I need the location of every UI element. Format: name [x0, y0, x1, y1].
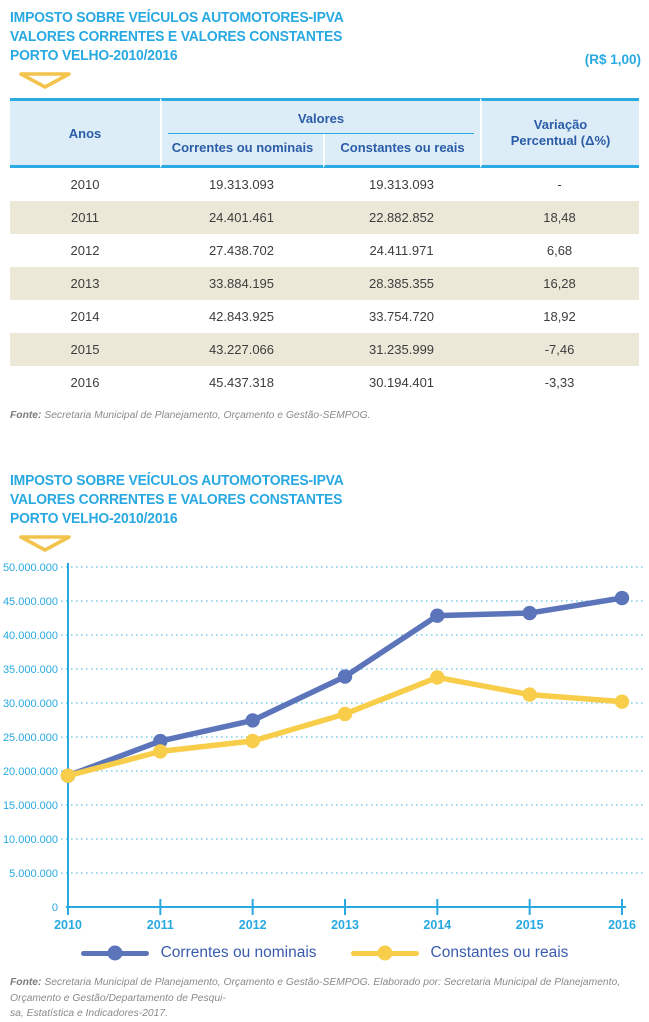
table-title-line-3: PORTO VELHO-2010/2016	[10, 48, 178, 64]
cell-correntes: 45.437.318	[208, 375, 275, 390]
ipva-values-table	[10, 98, 639, 399]
section-marker-triangle-icon	[18, 534, 639, 554]
cell-variacao: 18,48	[480, 201, 639, 234]
table-title-line-1: IMPOSTO SOBRE VEÍCULOS AUTOMOTORES-IPVA	[10, 10, 344, 26]
svg-text:2010: 2010	[54, 918, 82, 933]
cell-variacao: -	[557, 177, 562, 192]
table-title-line-2: VALORES CORRENTES E VALORES CONSTANTES	[10, 29, 343, 45]
data-point	[430, 609, 444, 623]
data-point	[245, 714, 259, 728]
cell-correntes: 27.438.702	[208, 243, 275, 258]
table-row	[10, 168, 639, 201]
source-label: Fonte:	[10, 410, 42, 421]
data-point	[522, 688, 536, 702]
table-row	[10, 234, 639, 267]
svg-text:35.000.000: 35.000.000	[2, 664, 58, 677]
cell-ano: 2014	[70, 309, 100, 324]
data-point	[522, 606, 536, 620]
svg-text:25.000.000: 25.000.000	[2, 732, 58, 745]
svg-text:30.000.000: 30.000.000	[2, 698, 58, 711]
cell-correntes: 24.401.461	[160, 201, 323, 234]
series-constantes	[61, 671, 629, 784]
cell-constantes: 31.235.999	[323, 333, 480, 366]
table-header	[10, 98, 639, 168]
x-axis-labels	[54, 918, 636, 932]
cell-constantes: 22.882.852	[323, 201, 480, 234]
data-point	[615, 695, 629, 709]
data-point	[61, 769, 75, 783]
cell-variacao: -7,46	[480, 333, 639, 366]
data-point	[430, 671, 444, 685]
table-row	[10, 201, 639, 234]
data-point	[245, 734, 259, 748]
gridlines	[61, 567, 646, 873]
table-row	[10, 333, 639, 366]
chart-section-header	[0, 463, 649, 554]
section-marker-triangle-icon	[18, 71, 639, 91]
svg-text:40.000.000: 40.000.000	[2, 630, 58, 643]
col-header-correntes: Correntes ou nominais	[160, 134, 323, 168]
cell-correntes: 33.884.195	[160, 267, 323, 300]
cell-variacao: -3,33	[544, 375, 575, 390]
cell-constantes: 33.754.720	[368, 309, 435, 324]
legend-line-marker-icon	[81, 951, 149, 956]
data-point	[338, 707, 352, 721]
cell-ano: 2016	[70, 375, 100, 390]
cell-correntes: 43.227.066	[160, 333, 323, 366]
svg-text:5.000.000: 5.000.000	[9, 868, 58, 881]
chart-title-line-2: VALORES CORRENTES E VALORES CONSTANTES	[10, 492, 343, 509]
cell-variacao: 16,28	[480, 267, 639, 300]
chart-title-line-1: IMPOSTO SOBRE VEÍCULOS AUTOMOTORES-IPVA	[10, 473, 344, 490]
col-header-valores-group: Valores	[160, 98, 480, 134]
legend-dot-icon	[107, 946, 122, 961]
data-point	[338, 670, 352, 684]
svg-text:10.000.000: 10.000.000	[2, 834, 58, 847]
chart-source-note: Fonte: Secretaria Municipal de Planejamento, Orçamento e Gestão-SEMPOG. Elaborado por: Secretaria Municipal de Planejamento, Orçamento e Gestão/Departamento de Pesqui- sa, Estatística e Indicadores-2017.	[10, 977, 621, 1020]
chart-title-line-3: PORTO VELHO-2010/2016	[10, 511, 178, 528]
svg-text:2011: 2011	[146, 918, 174, 933]
table-row	[10, 267, 639, 300]
chart-legend	[0, 940, 649, 966]
triangle-down-icon	[18, 71, 72, 90]
svg-text:20.000.000: 20.000.000	[2, 766, 58, 779]
source-label: Fonte:	[10, 977, 42, 989]
table-section-header	[0, 0, 649, 91]
col-header-variacao: Variação Percentual (Δ%)	[480, 98, 639, 168]
svg-text:0: 0	[51, 902, 58, 915]
table-body	[10, 168, 639, 399]
cell-ano: 2012	[70, 243, 100, 258]
axes	[66, 563, 626, 907]
cell-constantes: 24.411.971	[369, 243, 434, 258]
cell-ano: 2013	[10, 267, 160, 300]
cell-correntes: 42.843.925	[208, 309, 275, 324]
data-point	[615, 591, 629, 605]
cell-ano: 2015	[10, 333, 160, 366]
legend-label: Constantes ou reais	[430, 944, 569, 962]
cell-variacao: 6,68	[546, 243, 573, 258]
svg-text:2015: 2015	[515, 918, 544, 933]
table-row	[10, 300, 639, 333]
cell-correntes: 19.313.093	[208, 177, 275, 192]
legend-item	[351, 944, 569, 962]
svg-text:15.000.000: 15.000.000	[2, 800, 58, 813]
currency-unit-label: (R$ 1,00)	[584, 52, 641, 67]
legend-label: Correntes ou nominais	[160, 944, 317, 962]
data-point	[153, 745, 167, 759]
cell-variacao: 18,92	[543, 309, 576, 324]
col-header-anos: Anos	[10, 98, 160, 168]
y-axis-labels	[3, 562, 58, 914]
svg-text:45.000.000: 45.000.000	[2, 596, 58, 609]
cell-ano: 2010	[70, 177, 100, 192]
cell-ano: 2011	[10, 201, 160, 234]
cell-constantes: 28.385.355	[323, 267, 480, 300]
table-row	[10, 366, 639, 399]
legend-item	[81, 944, 317, 962]
svg-text:2014: 2014	[423, 918, 452, 933]
svg-text:2016: 2016	[608, 918, 636, 933]
svg-text:2013: 2013	[331, 918, 359, 933]
legend-dot-icon	[377, 946, 392, 961]
legend-line-marker-icon	[351, 951, 419, 956]
ipva-line-chart	[0, 559, 649, 937]
cell-constantes: 30.194.401	[368, 375, 435, 390]
cell-constantes: 19.313.093	[368, 177, 435, 192]
table-source-note: Fonte: Secretaria Municipal de Planejamento, Orçamento e Gestão-SEMPOG.	[10, 410, 371, 421]
col-header-constantes: Constantes ou reais	[323, 134, 480, 168]
triangle-down-icon	[18, 534, 72, 553]
svg-text:2012: 2012	[238, 918, 267, 933]
svg-text:50.000.000: 50.000.000	[2, 562, 58, 575]
